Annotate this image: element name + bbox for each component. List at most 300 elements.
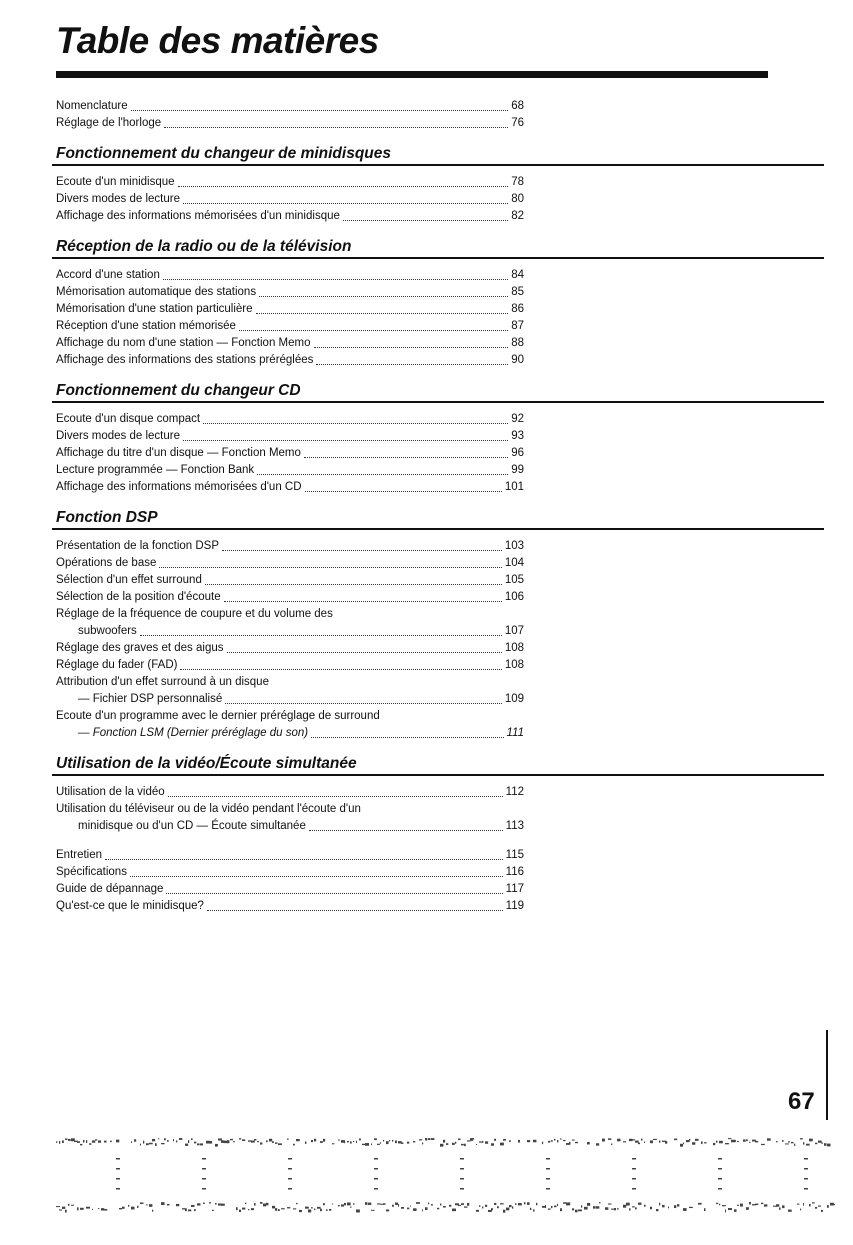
noise-speck	[251, 1141, 255, 1143]
noise-speck	[227, 1140, 229, 1143]
noise-speck	[812, 1202, 815, 1203]
noise-speck	[809, 1204, 811, 1206]
toc-entry	[56, 115, 524, 132]
dot-leader	[257, 474, 508, 475]
noise-speck	[734, 1140, 736, 1142]
noise-speck	[722, 1205, 726, 1206]
noise-speck	[359, 1139, 361, 1141]
noise-speck	[680, 1144, 683, 1147]
noise-speck	[677, 1204, 679, 1206]
noise-speck	[353, 1203, 355, 1204]
noise-tick	[804, 1178, 808, 1180]
noise-speck	[320, 1209, 322, 1212]
noise-speck	[251, 1208, 254, 1210]
noise-speck	[473, 1138, 474, 1139]
noise-speck	[803, 1142, 804, 1144]
noise-speck	[431, 1204, 433, 1206]
noise-speck	[440, 1204, 441, 1206]
noise-speck	[332, 1143, 334, 1144]
noise-speck	[455, 1142, 456, 1144]
toc-section	[56, 237, 524, 369]
noise-speck	[809, 1139, 813, 1142]
noise-speck	[761, 1144, 765, 1145]
noise-speck	[209, 1141, 212, 1144]
noise-speck	[584, 1207, 588, 1210]
noise-speck	[524, 1202, 525, 1204]
noise-speck	[833, 1204, 835, 1205]
noise-speck	[68, 1139, 71, 1141]
noise-speck	[749, 1142, 750, 1143]
noise-speck	[314, 1139, 316, 1142]
noise-speck	[806, 1144, 810, 1146]
dot-leader	[140, 635, 502, 636]
toc-entry	[56, 818, 524, 835]
noise-speck	[296, 1139, 300, 1141]
noise-speck	[776, 1204, 779, 1206]
noise-speck	[605, 1207, 608, 1210]
noise-speck	[62, 1207, 65, 1209]
noise-speck	[401, 1207, 404, 1209]
noise-speck	[461, 1203, 464, 1205]
noise-speck	[509, 1140, 511, 1142]
noise-speck	[446, 1143, 448, 1145]
noise-speck	[443, 1140, 445, 1143]
noise-speck	[101, 1208, 104, 1210]
dot-leader	[305, 491, 502, 492]
noise-speck	[188, 1209, 191, 1211]
noise-speck	[152, 1139, 155, 1141]
noise-speck	[659, 1141, 660, 1143]
noise-speck	[821, 1143, 823, 1144]
noise-speck	[422, 1143, 423, 1145]
noise-speck	[542, 1142, 543, 1145]
noise-speck	[353, 1141, 354, 1142]
noise-speck	[260, 1202, 262, 1204]
noise-speck	[593, 1206, 596, 1209]
noise-speck	[611, 1144, 612, 1145]
noise-speck	[371, 1210, 375, 1211]
noise-tick	[632, 1158, 636, 1160]
table-of-contents	[56, 98, 524, 915]
noise-speck	[650, 1140, 653, 1143]
toc-entry-label: Ecoute d'un minidisque	[56, 176, 175, 188]
noise-speck	[554, 1206, 557, 1208]
noise-speck	[572, 1208, 574, 1210]
noise-speck	[788, 1141, 790, 1142]
noise-speck	[569, 1202, 570, 1205]
noise-speck	[818, 1141, 822, 1143]
noise-speck	[209, 1202, 211, 1203]
toc-entry-label: Affichage du titre d'un disque — Fonction Memo	[56, 447, 301, 459]
toc-entry	[56, 640, 524, 657]
noise-speck	[278, 1143, 282, 1145]
noise-speck	[737, 1205, 739, 1206]
noise-speck	[383, 1140, 384, 1142]
noise-speck	[683, 1143, 684, 1145]
noise-speck	[632, 1139, 635, 1140]
toc-entry-page: 87	[511, 320, 524, 332]
dot-leader	[314, 347, 509, 348]
toc-entry	[56, 352, 524, 369]
toc-entry-label: Mémorisation automatique des stations	[56, 286, 257, 298]
noise-speck	[683, 1208, 687, 1211]
noise-speck	[575, 1210, 578, 1213]
noise-speck	[308, 1209, 311, 1212]
noise-speck	[365, 1202, 367, 1205]
noise-speck	[611, 1209, 614, 1210]
toc-entry-label: Réglage des graves et des aigus	[56, 642, 224, 654]
noise-speck	[500, 1203, 504, 1204]
spacer	[56, 835, 524, 847]
noise-speck	[131, 1207, 134, 1210]
dot-leader	[183, 203, 508, 204]
noise-speck	[305, 1207, 309, 1209]
noise-tick	[460, 1178, 464, 1180]
noise-speck	[119, 1208, 122, 1209]
noise-speck	[332, 1204, 333, 1205]
noise-speck	[134, 1139, 136, 1141]
noise-speck	[233, 1141, 235, 1142]
noise-speck	[59, 1141, 60, 1144]
noise-speck	[479, 1205, 480, 1207]
noise-speck	[617, 1208, 619, 1209]
noise-speck	[260, 1142, 262, 1144]
toc-entry-page: 99	[511, 464, 524, 476]
noise-speck	[608, 1138, 611, 1140]
noise-tick	[460, 1158, 464, 1160]
noise-speck	[173, 1139, 174, 1141]
noise-speck	[179, 1138, 182, 1140]
noise-speck	[230, 1139, 233, 1140]
noise-tick	[202, 1158, 206, 1160]
toc-entry-label: Ecoute d'un disque compact	[56, 413, 201, 425]
noise-tick	[460, 1188, 464, 1190]
noise-speck	[347, 1202, 351, 1205]
toc-entry-page: 86	[511, 303, 524, 315]
dot-leader	[259, 296, 508, 297]
noise-speck	[176, 1140, 177, 1142]
noise-speck	[716, 1141, 718, 1143]
noise-tick	[546, 1168, 550, 1170]
toc-entry	[56, 898, 524, 915]
toc-section	[56, 381, 524, 496]
toc-entry-label: Divers modes de lecture	[56, 193, 180, 205]
noise-speck	[716, 1203, 718, 1204]
noise-speck	[764, 1204, 767, 1206]
toc-entry-page: 104	[504, 557, 524, 569]
toc-entry-page: 76	[511, 117, 524, 129]
toc-entry	[56, 538, 524, 555]
noise-speck	[239, 1210, 241, 1212]
noise-speck	[578, 1209, 582, 1211]
toc-entry-page: 103	[504, 540, 524, 552]
noise-speck	[281, 1208, 285, 1209]
noise-speck	[287, 1207, 290, 1208]
noise-speck	[380, 1142, 381, 1143]
toc-entry-label: Réception d'une station mémorisée	[56, 320, 236, 332]
toc-entry-page: 108	[504, 659, 524, 671]
toc-entry-page: 107	[504, 625, 524, 637]
noise-speck	[197, 1203, 200, 1205]
noise-speck	[221, 1140, 224, 1143]
noise-speck	[167, 1204, 170, 1206]
noise-speck	[191, 1205, 194, 1207]
margin-bar	[826, 1030, 828, 1120]
toc-entry-label: Utilisation du téléviseur ou de la vidéo pendant l'écoute d'un	[56, 803, 361, 815]
noise-tick	[460, 1168, 464, 1170]
noise-speck	[518, 1203, 522, 1205]
section-heading: Fonction DSP	[52, 508, 824, 530]
toc-entry-label: Présentation de la fonction DSP	[56, 540, 220, 552]
noise-speck	[389, 1140, 390, 1141]
toc-entry-label: minidisque ou d'un CD — Écoute simultanée	[78, 820, 306, 832]
section-heading: Fonctionnement du changeur de minidisques	[52, 144, 824, 166]
noise-speck	[614, 1208, 616, 1210]
noise-speck	[734, 1209, 737, 1212]
noise-speck	[158, 1138, 159, 1139]
noise-speck	[800, 1209, 801, 1211]
noise-speck	[422, 1209, 423, 1211]
noise-speck	[689, 1207, 693, 1208]
noise-speck	[557, 1204, 558, 1206]
noise-speck	[185, 1144, 188, 1146]
toc-entry-label: — Fichier DSP personnalisé	[78, 693, 223, 705]
noise-speck	[80, 1208, 84, 1210]
noise-speck	[452, 1143, 455, 1145]
toc-entry-label: Spécifications	[56, 866, 127, 878]
noise-tick	[804, 1188, 808, 1190]
noise-speck	[257, 1141, 259, 1142]
noise-speck	[239, 1138, 241, 1139]
noise-speck	[89, 1143, 91, 1144]
noise-speck	[428, 1138, 430, 1140]
noise-speck	[626, 1203, 630, 1206]
noise-speck	[644, 1205, 646, 1207]
noise-speck	[86, 1207, 90, 1209]
noise-tick	[804, 1168, 808, 1170]
noise-speck	[149, 1143, 153, 1145]
noise-speck	[587, 1203, 590, 1206]
noise-speck	[338, 1139, 340, 1140]
toc-entry	[56, 657, 524, 674]
noise-speck	[485, 1205, 487, 1207]
noise-tick	[288, 1168, 292, 1170]
toc-section	[56, 508, 524, 742]
toc-entry-label: Affichage des informations mémorisées d'un minidisque	[56, 210, 340, 222]
noise-speck	[395, 1140, 397, 1143]
toc-section	[56, 754, 524, 835]
dot-leader	[316, 364, 508, 365]
noise-speck	[728, 1138, 731, 1139]
toc-entry-label: Mémorisation d'une station particulière	[56, 303, 253, 315]
noise-speck	[425, 1138, 427, 1140]
noise-speck	[185, 1208, 187, 1211]
noise-speck	[323, 1203, 325, 1205]
noise-speck	[533, 1140, 536, 1143]
noise-tick	[202, 1188, 206, 1190]
toc-entry-page: 96	[511, 447, 524, 459]
noise-speck	[386, 1209, 389, 1211]
noise-tick	[718, 1158, 722, 1160]
noise-speck	[674, 1139, 677, 1141]
noise-speck	[719, 1141, 723, 1143]
noise-speck	[785, 1143, 789, 1144]
noise-speck	[788, 1210, 792, 1212]
noise-speck	[317, 1207, 321, 1209]
noise-speck	[194, 1209, 196, 1211]
toc-entry	[56, 691, 524, 708]
noise-tick	[718, 1168, 722, 1170]
section-heading: Réception de la radio ou de la télévision	[52, 237, 824, 259]
noise-speck	[662, 1205, 665, 1207]
noise-speck	[506, 1208, 509, 1211]
noise-speck	[572, 1139, 574, 1140]
noise-speck	[815, 1207, 817, 1209]
toc-section	[56, 144, 524, 225]
noise-tick	[116, 1158, 120, 1160]
toc-entry	[56, 623, 524, 640]
noise-speck	[452, 1209, 456, 1212]
toc-entry-page: 80	[511, 193, 524, 205]
noise-speck	[80, 1144, 82, 1145]
toc-entry-label: Guide de dépannage	[56, 883, 164, 895]
noise-speck	[311, 1140, 313, 1142]
noise-speck	[269, 1139, 272, 1142]
noise-speck	[293, 1208, 296, 1209]
section-heading: Fonctionnement du changeur CD	[52, 381, 824, 403]
toc-entry-label: Attribution d'un effet surround à un disque	[56, 676, 269, 688]
noise-speck	[218, 1138, 222, 1140]
noise-speck	[527, 1140, 530, 1142]
dot-leader	[309, 830, 503, 831]
noise-speck	[242, 1139, 245, 1141]
toc-entry-label: Accord d'une station	[56, 269, 160, 281]
noise-tick	[374, 1188, 378, 1190]
toc-entry-page: 68	[511, 100, 524, 112]
noise-speck	[191, 1138, 193, 1140]
noise-speck	[323, 1139, 325, 1142]
toc-entry-page: 84	[511, 269, 524, 281]
noise-speck	[347, 1141, 349, 1142]
toc-entry	[56, 267, 524, 284]
toc-entry	[56, 674, 524, 691]
toc-entry	[56, 462, 524, 479]
noise-speck	[749, 1202, 751, 1204]
noise-speck	[92, 1140, 95, 1142]
noise-speck	[485, 1141, 488, 1143]
noise-tick	[288, 1158, 292, 1160]
noise-speck	[407, 1208, 409, 1210]
noise-speck	[431, 1138, 434, 1140]
noise-speck	[617, 1139, 621, 1142]
noise-speck	[779, 1207, 781, 1209]
noise-speck	[152, 1210, 153, 1212]
dot-leader	[227, 652, 502, 653]
dot-leader	[311, 737, 503, 738]
dot-leader	[224, 601, 502, 602]
noise-speck	[350, 1207, 352, 1208]
noise-speck	[599, 1202, 600, 1203]
noise-speck	[140, 1144, 141, 1146]
toc-entry	[56, 98, 524, 115]
noise-speck	[695, 1139, 699, 1141]
noise-speck	[278, 1209, 280, 1211]
noise-speck	[656, 1209, 658, 1211]
noise-speck	[527, 1202, 530, 1205]
noise-speck	[143, 1141, 144, 1144]
toc-entry-label: — Fonction LSM (Dernier préréglage du son)	[78, 727, 309, 739]
noise-speck	[98, 1208, 99, 1209]
noise-speck	[248, 1140, 251, 1141]
noise-speck	[644, 1142, 645, 1143]
toc-entry-page: 93	[511, 430, 524, 442]
noise-speck	[248, 1209, 249, 1210]
dot-leader	[207, 910, 503, 911]
noise-speck	[254, 1139, 256, 1141]
noise-speck	[440, 1144, 443, 1147]
noise-speck	[203, 1203, 205, 1204]
noise-speck	[266, 1203, 268, 1206]
noise-speck	[704, 1142, 707, 1143]
noise-tick	[632, 1188, 636, 1190]
noise-speck	[467, 1140, 471, 1141]
toc-entry-label: Opérations de base	[56, 557, 157, 569]
toc-entry	[56, 572, 524, 589]
noise-speck	[197, 1143, 200, 1145]
noise-speck	[725, 1209, 726, 1212]
noise-tick	[374, 1158, 378, 1160]
noise-speck	[827, 1144, 831, 1147]
noise-speck	[215, 1144, 218, 1147]
toc-entry-page: 85	[511, 286, 524, 298]
noise-speck	[638, 1143, 640, 1145]
noise-speck	[542, 1206, 545, 1208]
noise-speck	[803, 1203, 804, 1206]
noise-speck	[482, 1141, 483, 1143]
noise-speck	[350, 1141, 352, 1143]
noise-speck	[344, 1141, 345, 1143]
noise-speck	[548, 1208, 551, 1209]
noise-speck	[242, 1208, 245, 1210]
noise-speck	[182, 1208, 185, 1209]
dot-leader	[343, 220, 508, 221]
noise-speck	[596, 1143, 599, 1145]
noise-speck	[437, 1208, 439, 1209]
toc-entry	[56, 801, 524, 818]
dot-leader	[130, 876, 503, 877]
noise-speck	[491, 1143, 494, 1145]
noise-tick	[546, 1158, 550, 1160]
noise-speck	[77, 1141, 80, 1143]
noise-speck	[428, 1203, 429, 1205]
noise-speck	[512, 1206, 513, 1208]
noise-speck	[110, 1141, 112, 1142]
noise-speck	[296, 1203, 298, 1204]
noise-speck	[548, 1141, 550, 1143]
noise-speck	[782, 1140, 784, 1142]
noise-speck	[326, 1209, 328, 1211]
noise-speck	[395, 1203, 398, 1205]
noise-tick	[632, 1178, 636, 1180]
noise-speck	[518, 1140, 520, 1143]
toc-entry	[56, 208, 524, 225]
noise-speck	[407, 1142, 409, 1144]
noise-tick	[632, 1168, 636, 1170]
noise-speck	[392, 1140, 393, 1142]
noise-speck	[827, 1205, 829, 1208]
noise-speck	[563, 1202, 566, 1204]
noise-speck	[503, 1139, 506, 1141]
